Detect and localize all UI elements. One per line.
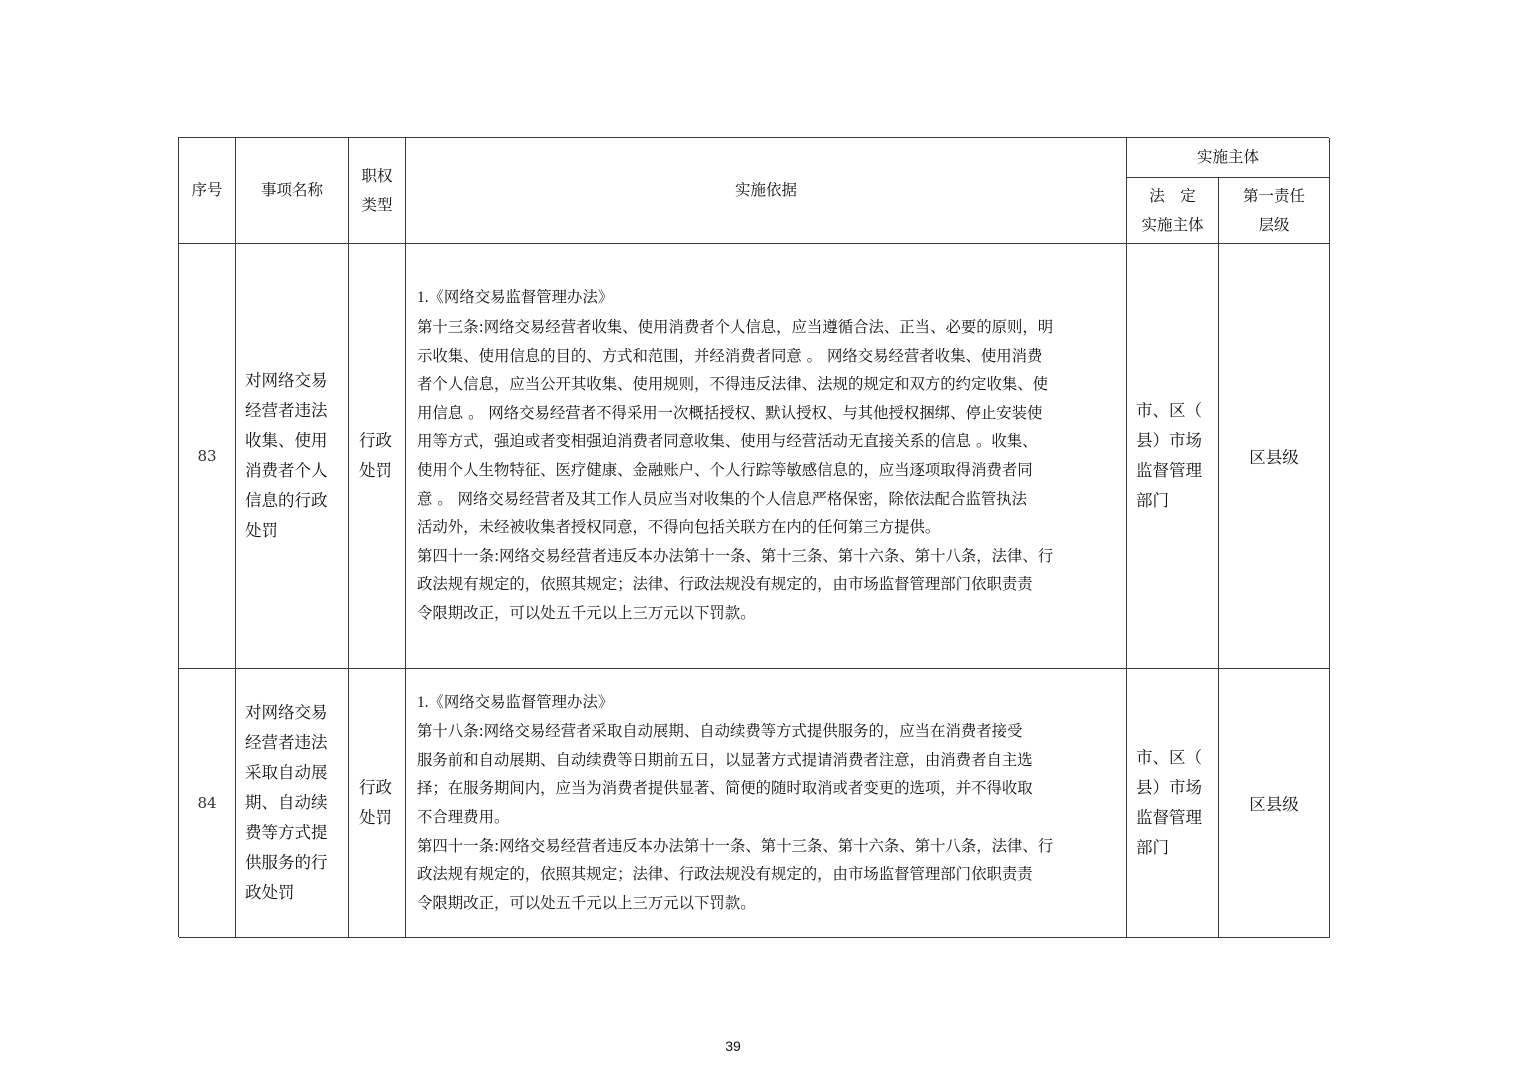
row-84-type-line: 处罚 [359,808,392,827]
header-responsibility-level [1219,178,1330,244]
row-83-item-name [236,244,349,669]
row-83-basis-line: 使用个人生物特征、医疗健康、金融账户、个人行踪等敏感信息的，应当逐项取得消费者同 [417,461,1033,479]
row-84-subject-line: 市、区（ [1136,748,1202,767]
row-84-law-title: 1.《网络交易监督管理办法》 [417,693,614,711]
row-83-name-line: 经营者违法 [245,401,328,420]
row-84-basis-line: 令限期改正，可以处五千元以上三万元以下罚款。 [417,893,756,912]
page-number: 39 [725,1038,741,1054]
row-83-law-title: 1.《网络交易监督管理办法》 [417,289,614,307]
row-83-basis-line: 用信息 。 网络交易经营者不得采用一次概括授权、默认授权、与其他授权捆绑、停止安装使 [417,403,1043,422]
row-83-subject-line: 部门 [1136,491,1169,510]
row-83-name-line: 消费者个人 [245,461,328,480]
header-legal-subject [1127,178,1219,244]
row-84-basis-line: 择；在服务期间内，应当为消费者提供显著、简便的随时取消或者变更的选项，并不得收取 [417,779,1033,798]
row-83-responsibility-level: 区县级 [1219,244,1330,669]
row-84-seq: 84 [179,669,236,938]
row-84-name-line: 采取自动展 [245,763,328,782]
header-implementing-subject: 实施主体 [1127,138,1330,178]
row-83-name-line: 信息的行政 [245,491,328,510]
row-83-basis-line: 意 。 网络交易经营者及其工作人员应当对收集的个人信息严格保密，除依法配合监管执法 [417,489,1028,508]
header-legal-subject-line2: 实施主体 [1141,215,1204,234]
row-84-basis-line: 服务前和自动展期、自动续费等日期前五日，以显著方式提请消费者注意，由消费者自主选 [417,750,1033,769]
row-83-name-line: 对网络交易 [245,371,328,390]
row-83-basis-line: 第十三条:网络交易经营者收集、使用消费者个人信息，应当遵循合法、正当、必要的原则，明 [417,318,1054,337]
row-83-basis-line: 令限期改正，可以处五千元以上三万元以下罚款。 [417,603,756,622]
header-item-name: 事项名称 [236,138,349,244]
row-83-seq: 83 [179,244,236,669]
row-83-basis-line: 第四十一条:网络交易经营者违反本办法第十一条、第十三条、第十六条、第十八条，法律、行 [417,546,1054,565]
header-responsibility-level-line1: 第一责任 [1242,186,1305,205]
row-84-name-line: 期、自动续 [245,793,328,812]
row-84-name-line: 经营者违法 [245,733,328,752]
row-84-authority-type [349,669,406,938]
row-83-basis [406,244,1127,669]
row-83-authority-type [349,244,406,669]
row-83-type-line: 行政 [359,431,392,450]
header-authority-type-line1: 职权 [361,166,393,185]
row-83-basis-line: 活动外，未经被收集者授权同意，不得向包括关联方在内的任何第三方提供。 [417,518,941,537]
row-84-basis-line: 不合理费用。 [417,808,510,826]
row-84-item-name [236,669,349,938]
row-83-legal-subject [1127,244,1219,669]
row-84-subject-line: 部门 [1136,838,1169,857]
row-83-basis-line: 者个人信息，应当公开其收集、使用规则，不得违反法律、法规的规定和双方的约定收集、使 [417,375,1049,394]
row-84-basis-line: 政法规有规定的，依照其规定；法律、行政法规没有规定的，由市场监督管理部门依职责责 [417,865,1033,884]
row-84-name-line: 供服务的行 [245,853,328,872]
row-83-type-line: 处罚 [359,461,392,480]
row-83-basis-line: 政法规有规定的，依照其规定；法律、行政法规没有规定的，由市场监督管理部门依职责责 [417,575,1033,594]
header-responsibility-level-line2: 层级 [1258,215,1290,234]
row-83-subject-line: 市、区（ [1136,401,1202,420]
row-83-subject-line: 监督管理 [1136,461,1202,480]
row-83-subject-line: 县）市场 [1136,431,1202,450]
row-84-legal-subject [1127,669,1219,938]
header-authority-type [349,138,406,244]
row-84-name-line: 政处罚 [245,883,295,902]
regulation-table [178,137,1329,937]
row-83-basis-line: 示收集、使用信息的目的、方式和范围，并经消费者同意 。 网络交易经营者收集、使用消费 [417,346,1043,365]
row-84-basis-line: 第四十一条:网络交易经营者违反本办法第十一条、第十三条、第十六条、第十八条，法律、行 [417,836,1054,855]
row-83-name-line: 处罚 [245,521,278,540]
header-legal-subject-line1: 法 定 [1149,186,1196,205]
row-84-type-line: 行政 [359,778,392,797]
row-83-basis-line: 用等方式，强迫或者变相强迫消费者同意收集、使用与经营活动无直接关系的信息 。收集、 [417,432,1038,451]
header-authority-type-line2: 类型 [361,195,393,214]
header-basis: 实施依据 [406,138,1127,244]
row-84-subject-line: 县）市场 [1136,778,1202,797]
row-84-name-line: 对网络交易 [245,703,328,722]
row-83-name-line: 收集、使用 [245,431,328,450]
row-84-name-line: 费等方式提 [245,823,328,842]
row-84-basis [406,669,1127,938]
row-84-subject-line: 监督管理 [1136,808,1202,827]
header-seq: 序号 [179,138,236,244]
row-84-basis-line: 第十八条:网络交易经营者采取自动展期、自动续费等方式提供服务的，应当在消费者接受 [417,722,1023,741]
row-84-responsibility-level: 区县级 [1219,669,1330,938]
